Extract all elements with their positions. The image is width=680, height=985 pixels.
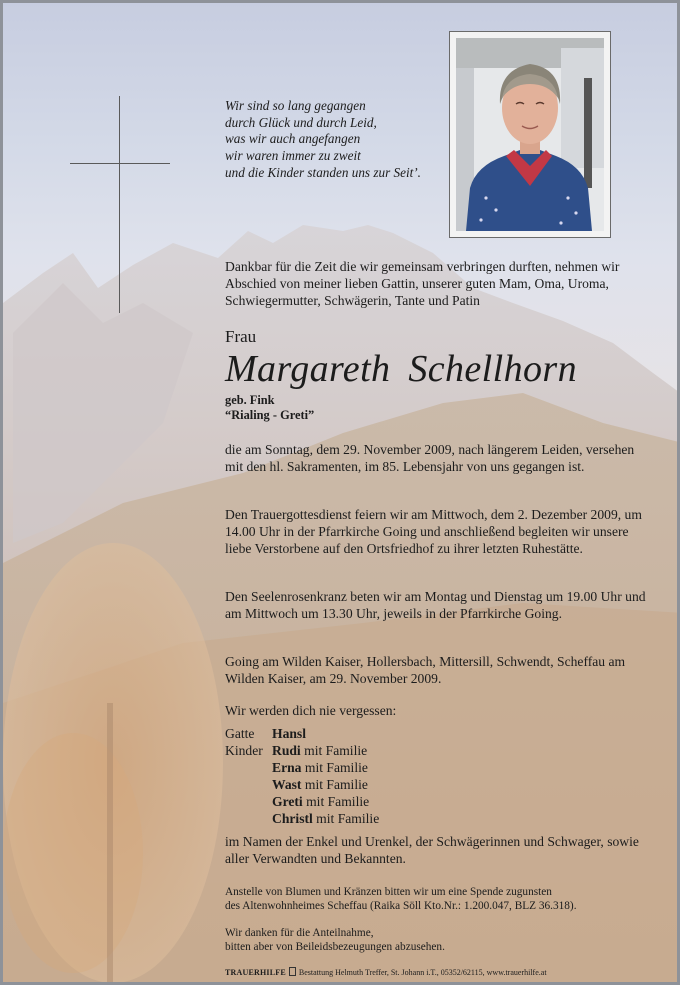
family-member-name: Greti [272,794,303,809]
nickname: “Rialing - Greti” [225,408,315,422]
family-row [225,776,379,793]
death-paragraph: die am Sonntag, dem 29. November 2009, nach längerem Leiden, versehen mit den hl. Sakramenten, im 85. Lebensjahr von uns gegangen ist. [225,442,635,474]
thanks-line: Wir danken für die Anteilnahme, [225,927,374,939]
portrait-photo [449,31,611,238]
poem-line: was wir auch angefangen [225,131,361,147]
thanks-note [225,926,445,954]
family-suffix: mit Familie [312,811,380,826]
family-suffix: mit Familie [300,743,368,758]
birth-name: geb. Fink [225,393,275,407]
birth-name-block [225,393,314,423]
cross-horizontal-bar [70,163,170,164]
thanks-line: bitten aber von Beileidsbezeugungen abzusehen. [225,941,445,953]
donation-line: Anstelle von Blumen und Kränzen bitten wir um eine Spende zugunsten [225,886,552,898]
family-row [225,759,379,776]
poem [225,98,421,182]
poem-line: wir waren immer zu zweit [225,148,361,164]
family-role: Kinder [225,743,263,758]
family-member-name: Christl [272,811,313,826]
funeral-paragraph: Den Trauergottesdienst feiern wir am Mittwoch, dem 2. Dezember 2009, um 14.00 Uhr in der Pfarrkirche Going und anschließend begleiten wir unsere liebe Verstorbene auf den Ortsfriedhof zu ihrer letzten Ruhestätte. [225,507,642,556]
poem-line: und die Kinder standen uns zur Seit’. [225,164,421,180]
relatives-paragraph: im Namen der Enkel und Urenkel, der Schwägerinnen und Schwager, sowie aller Verwandten und Bekannten. [225,834,639,866]
poem-line: durch Glück und durch Leid, [225,114,377,130]
family-suffix: mit Familie [302,794,370,809]
family-list [225,725,379,827]
tree-trunk [107,703,113,985]
family-member-name: Hansl [272,726,306,741]
family-row [225,742,379,759]
deceased-name: Margareth Schellhorn [225,348,577,390]
footer-brand: TRAUERHILFE [225,968,286,977]
donation-line: des Altenwohnheimes Scheffau (Raika Söll Kto.Nr.: 1.200.047, BLZ 36.318). [225,900,577,912]
salutation: Frau [225,327,257,346]
remembrance-line: Wir werden dich nie vergessen: [225,703,397,718]
rosary-paragraph: Den Seelenrosenkranz beten wir am Montag und Dienstag um 19.00 Uhr und am Mittwoch um 13.30 Uhr, jeweils in der Pfarrkirche Going. [225,589,646,621]
donation-note [225,885,665,913]
family-member-name: Rudi [272,743,301,758]
footer-text: Bestattung Helmuth Treffer, St. Johann i.T., 05352/62115, www.trauerhilfe.at [298,968,547,977]
cross-vertical-bar [119,96,120,313]
funeral-home-logo-icon [289,967,296,976]
family-suffix: mit Familie [301,760,368,775]
family-member-name: Erna [272,760,302,775]
family-member-name: Wast [272,777,302,792]
family-row [225,725,379,742]
family-role: Gatte [225,726,255,741]
portrait-image [456,38,604,231]
intro-paragraph: Dankbar für die Zeit die wir gemeinsam verbringen durften, nehmen wir Abschied von meiner lieben Gattin, unserer guten Mam, Oma, Uroma, Schwiegermutter, Schwägerin, Tante und Patin [225,259,620,308]
family-row [225,793,379,810]
family-suffix: mit Familie [301,777,368,792]
place-date-paragraph: Going am Wilden Kaiser, Hollersbach, Mittersill, Schwendt, Scheffau am Wilden Kaiser, am 29. November 2009. [225,654,626,686]
family-row [225,810,379,827]
footer [225,967,547,978]
poem-line: Wir sind so lang gegangen [225,98,366,113]
